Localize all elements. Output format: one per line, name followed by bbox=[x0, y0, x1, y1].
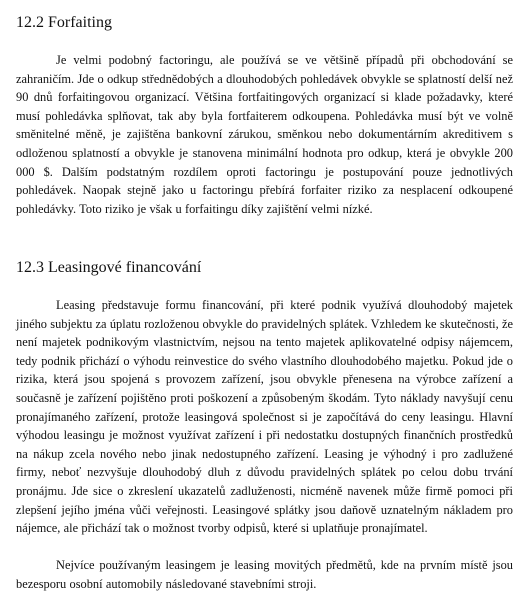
paragraph-forfaiting: Je velmi podobný factoringu, ale používá se ve většině případů při obchodování se zahraničím. Jde o odkup střednědobých a dlouhodobých pohledávek obvykle se splatností delší než 90 dnů forfaitingovou organizací. Většina fortfaitingových organizací si klade požadavky, které musí pohledávka splňovat, tak aby byla fortfaiterem odkoupena. Pohledávka musí být ve volně směnitelné měně, je zajištěna bankovní zárukou, směnkou nebo dokumentárním akreditivem s odloženou splatností a obvykle je stanovena minimální hodnota pro odkup, která je obvykle 200 000 $. Dalším podstatným rozdílem oproti factoringu je postupování pouze jednotlivých pohledávek. Naopak stejně jako u factoringu přebírá forfaiter riziko za nesplacení odkoupené pohledávky. Toto riziko je však u forfaitingu díky zajištění velmi nízké. bbox=[16, 53, 513, 216]
section-heading-forfaiting: 12.2 Forfaiting bbox=[16, 14, 112, 31]
paragraph-leasing-2: Nejvíce používaným leasingem je leasing movitých předmětů, kde na prvním místě jsou bezesporu osobní automobily následované stavebními stroji. bbox=[16, 558, 513, 591]
section-heading-leasing: 12.3 Leasingové financování bbox=[16, 259, 202, 276]
paragraph-leasing-1: Leasing představuje formu financování, při které podnik využívá dlouhodobý majetek jiného subjektu za úplatu rozloženou obvykle do pravidelných splátek. Vzhledem ke skutečnosti, že není majetek podnikovým vlastnictvím, nejsou na tento majetek aplikovatelné odpisy nájemcem, tedy podnik přichází o výhodu reinvestice do svého vlastního dlouhodobého majetku. Pokud jde o rizika, která jsou spojená s provozem zařízení, jsou obvykle přenesena na výrobce zařízení a současně je zařízení pojištěno proti poškození a způsobeným škodám. Tyto náklady navyšují cenu pronajímaného zařízení, protože leasingová společnost si je započítává do ceny leasingu. Hlavní výhodou leasingu je možnost využívat zařízení i při nedostatku dostupných finančních prostředků na nákup zcela nového nebo jinak nedostupného zařízení. Leasing je výhodný i pro zadlužené firmy, neboť nezvyšuje dlouhodobý dluh z důvodu pravidelných splátek po celou dobu trvání pronájmu. Jde sice o zkreslení ukazatelů zadluženosti, nicméně navenek může firmě pomoci při zlepšení jejího jména vůči veřejnosti. Leasingové splátky jsou daňově uznatelným nákladem pro nájemce, ale přichází tak o možnost tvorby odpisů, které si uplatňuje pronajímatel. bbox=[16, 298, 513, 536]
